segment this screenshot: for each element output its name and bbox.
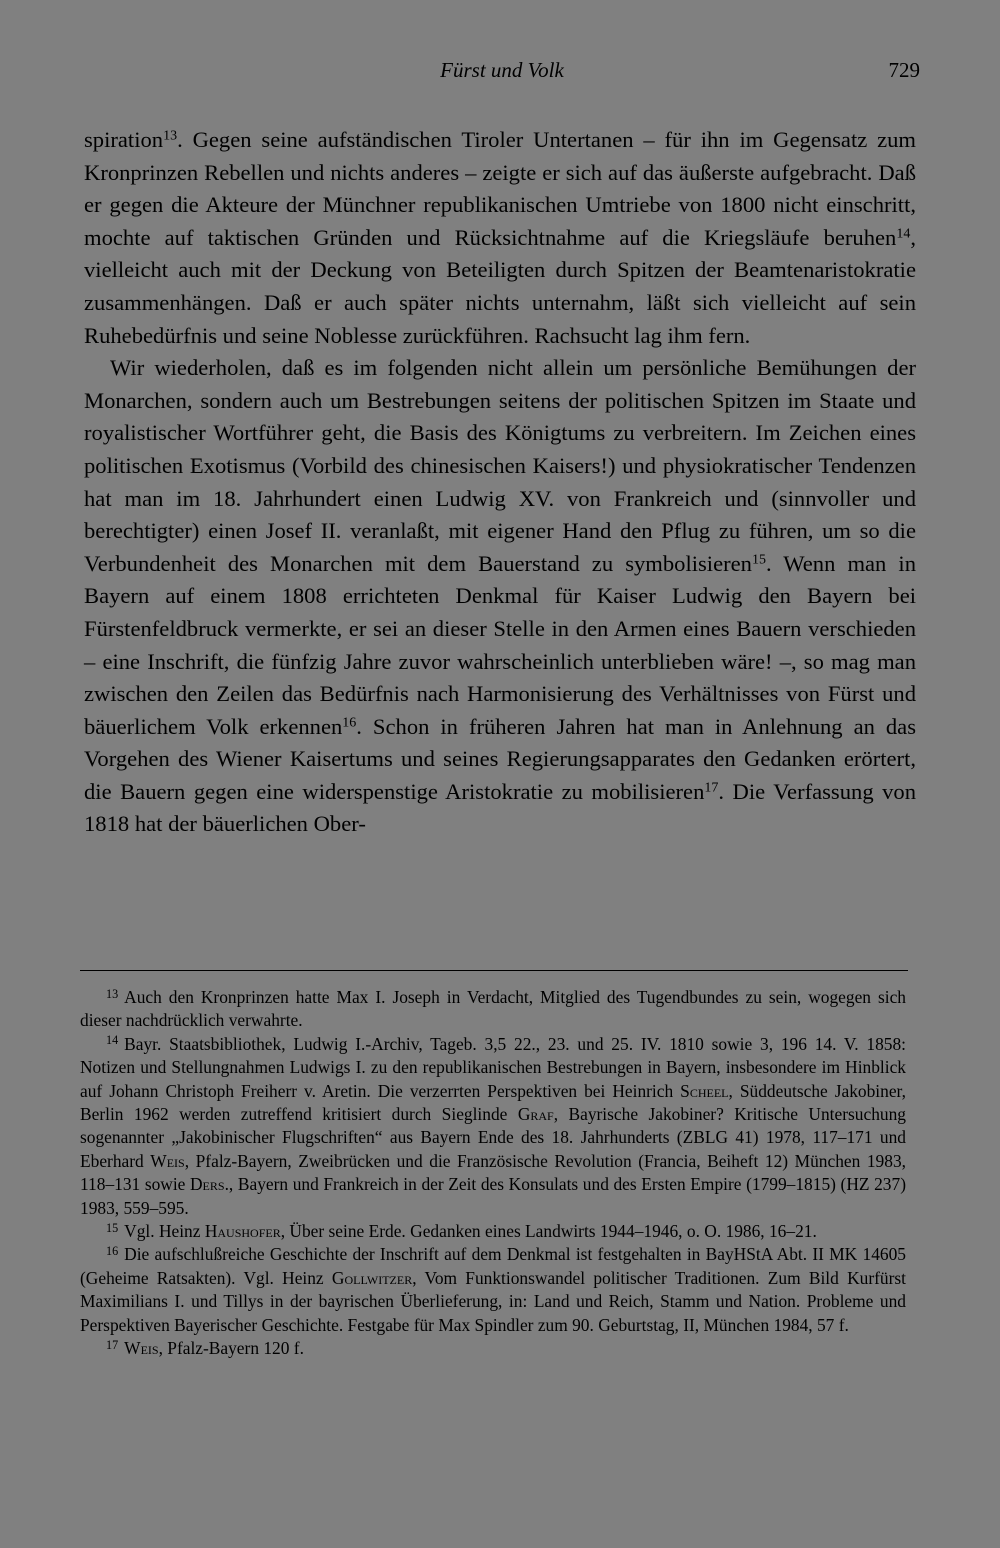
footnote-text: , Bayrische Jakobiner? Kritische Untersuchung sogenannter „Jakobinischer Flugschriften“ aus Bayern Ende des 18. Jahrhunderts (ZBLG 41) 1978, 117–171 und Eberhard	[80, 1104, 906, 1171]
footnote-number: 14	[106, 1033, 119, 1048]
author-name: Graf	[517, 1104, 554, 1125]
author-name: Weis	[124, 1338, 159, 1359]
text-run: . Schon in früheren Jahren hat man in Anlehnung an das Vorgehen des Wiener Kaisertums und seines Regierungsapparates den Gedanken erörtert, die Bauern gegen eine widerspenstige Aristokratie zu mobilisieren	[84, 713, 916, 804]
author-name: Ders	[190, 1174, 225, 1195]
footnote-text: , Pfalz-Bayern 120 f.	[158, 1338, 304, 1359]
footnote-15	[80, 1220, 906, 1243]
footnote-17	[80, 1337, 906, 1360]
footnote-text: Auch den Kronprinzen hatte Max I. Joseph in Verdacht, Mitglied des Tugendbundes zu sein, wogegen sich dieser nachdrücklich verwahrte.	[80, 987, 906, 1031]
author-name: Gollwitzer	[331, 1267, 413, 1288]
footnotes	[80, 986, 906, 1361]
page-number: 729	[888, 58, 920, 82]
main-text	[84, 124, 916, 841]
footnote-divider	[80, 970, 908, 971]
footnote-ref-14: 14	[896, 226, 911, 242]
text-run: . Wenn man in Bayern auf einem 1808 errichteten Denkmal für Kaiser Ludwig den Bayern bei Fürstenfeldbruck vermerkte, er sei an dieser Stelle in den Armen eines Bauern verschieden – eine Inschrift, die fünfzig Jahre zuvor wahrscheinlich unterblieben wäre! –, so mag man zwischen den Zeilen das Bedürfnis nach Harmonisierung des Verhältnisses von Fürst und bäuerlichem Volk erkennen	[84, 550, 916, 739]
footnote-text: , Über seine Erde. Gedanken eines Landwirts 1944–1946, o. O. 1986, 16–21.	[280, 1221, 817, 1242]
footnote-text: Vgl. Heinz	[124, 1221, 205, 1242]
footnote-number: 16	[106, 1244, 119, 1258]
footnote-13	[80, 986, 906, 1033]
text-run: . Gegen seine aufständischen Tiroler Untertanen – für ihn im Gegensatz zum Kronprinzen Rebellen und nichts anderes – zeigte er sich auf das äußerste aufgebracht. Daß er gegen die Akteure der Münchner republikanischen Umtriebe von 1800 nicht einschritt, mochte auf taktischen Gründen und Rücksichtnahme auf die Kriegsläufe beruhen	[84, 127, 916, 250]
author-name: Scheel	[680, 1080, 729, 1101]
footnote-text: , Süddeutsche Jakobiner, Berlin 1962 werden zutreffend kritisiert durch Sieglinde	[80, 1080, 906, 1125]
page-header	[84, 58, 920, 92]
footnote-text: Die aufschlußreiche Geschichte der Inschrift auf dem Denkmal ist festgehalten in BayHStA Abt. II MK 14605 (Geheime Ratsakten). Vgl. Heinz	[80, 1244, 906, 1288]
footnote-number: 15	[106, 1220, 119, 1235]
footnote-ref-13: 13	[163, 128, 178, 144]
footnote-text: Bayr. Staatsbibliothek, Ludwig I.-Archiv, Tageb. 3,5 22., 23. und 25. IV. 1810 sowie 3, 196 14. V. 1858: Notizen und Stellungnahmen Ludwigs I. zu den republikanischen Bestrebungen in Bayern, insbesondere im Hinblick auf Johann Christoph Freiherr v. Aretin. Die verzerrten Perspektiven bei Heinrich	[80, 1033, 906, 1101]
footnote-14	[80, 1033, 906, 1220]
text-run: , vielleicht auch mit der Deckung von Beteiligten durch Spitzen der Beamtenaristokratie zusammenhängen. Daß er auch später nichts unternahm, läßt sich vielleicht auf sein Ruhebedürfnis und seine Noblesse zurückführen. Rachsucht lag ihm fern.	[84, 224, 916, 348]
footnote-16	[80, 1243, 906, 1337]
text-run: spiration	[84, 127, 164, 152]
footnote-ref-16: 16	[342, 714, 357, 730]
text-run: Wir wiederholen, daß es im folgenden nicht allein um persönliche Bemühungen der Monarchen, sondern auch um Bestrebungen seitens der politischen Spitzen im Staate und royalistischer Wortführer geht, die Basis des Königtums zu verbreitern. Im Zeichen eines politischen Exotismus (Vorbild des chinesischen Kaisers!) und physiokratischer Tendenzen hat man im 18. Jahrhundert einen Ludwig XV. von Frankreich und (sinnvoller und berechtigter) einen Josef II. veranlaßt, mit eigener Hand den Pflug zu führen, um so die Verbundenheit des Monarchen mit dem Bauerstand zu symbolisieren	[84, 355, 916, 576]
paragraph-2	[84, 352, 916, 841]
footnote-ref-17: 17	[704, 780, 719, 796]
footnote-text: , Pfalz-Bayern, Zweibrücken und die Französische Revolution (Francia, Beiheft 12) München 1983, 118–131 sowie	[80, 1150, 906, 1195]
footnote-ref-15: 15	[751, 552, 766, 568]
footnote-number: 17	[106, 1337, 119, 1352]
footnote-text: ., Bayern und Frankreich in der Zeit des Konsulats und des Ersten Empire (1799–1815) (HZ 237) 1983, 559–595.	[80, 1174, 906, 1218]
text-run: . Die Verfassung von 1818 hat der bäuerlichen Ober-	[84, 778, 917, 837]
running-title: Fürst und Volk	[440, 58, 564, 82]
paragraph-1	[84, 124, 916, 352]
author-name: Weis	[150, 1150, 185, 1171]
footnote-number: 13	[106, 986, 119, 1001]
author-name: Haushofer	[204, 1221, 281, 1242]
footnote-text: , Vom Funktionswandel politischer Traditionen. Zum Bild Kurfürst Maximilians I. und Tillys in der bayrischen Überlieferung, in: Land und Reich, Stamm und Nation. Probleme und Perspektiven Bayerischer Geschichte. Festgabe für Max Spindler zum 90. Geburtstag, II, München 1984, 57 f.	[80, 1267, 906, 1335]
